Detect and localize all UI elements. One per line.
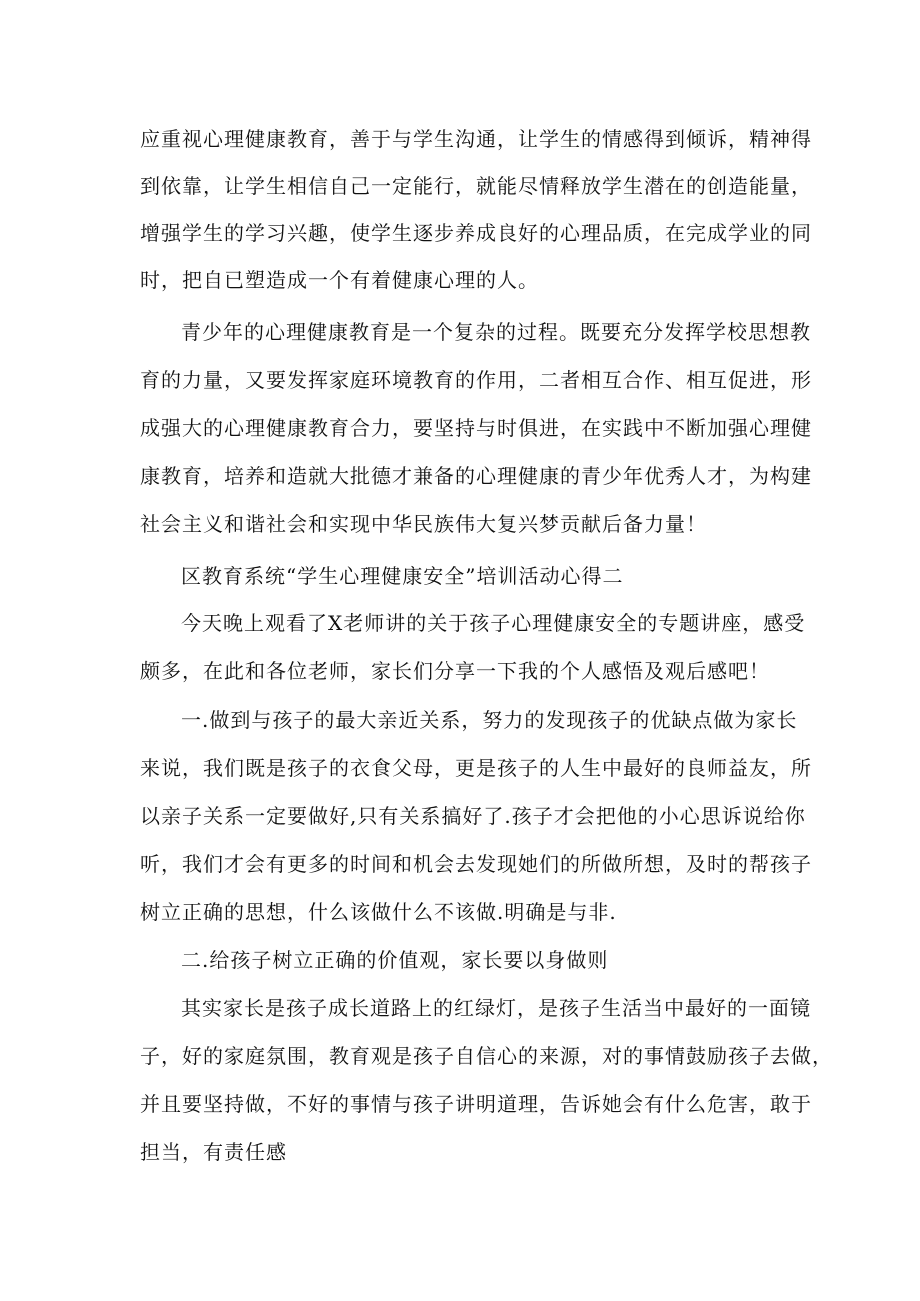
paragraph-1-line-2: 到依靠，让学生相信自己一定能行，就能尽情释放学生潜在的创造能量， [140, 174, 812, 198]
section-heading: 区教育系统“学生心理健康安全”培训活动心得二 [181, 564, 624, 588]
paragraph-2-line-1: 青少年的心理健康教育是一个复杂的过程。既要充分发挥学校思想教 [181, 320, 811, 344]
paragraph-5-line-3: 以亲子关系一定要做好,只有关系搞好了.孩子才会把他的小心思诉说给你 [140, 804, 806, 828]
paragraph-7-line-4: 担当，有责任感 [140, 1140, 287, 1164]
paragraph-4-line-1: 今天晚上观看了X老师讲的关于孩子心理健康安全的专题讲座，感受 [181, 611, 806, 635]
paragraph-1-line-4: 时，把自已塑造成一个有着健康心理的人。 [140, 268, 539, 292]
paragraph-5-line-5: 树立正确的思想，什么该做什么不该做.明确是与非. [140, 900, 617, 924]
paragraph-2-line-2: 育的力量，又要发挥家庭环境教育的作用，二者相互合作、相互促进，形 [140, 368, 812, 392]
paragraph-7-line-3: 并且要坚持做，不好的事情与孩子讲明道理，告诉她会有什么危害，敢于 [140, 1092, 812, 1116]
paragraph-4-line-2: 颇多，在此和各位老师，家长们分享一下我的个人感悟及观后感吧！ [140, 659, 770, 683]
paragraph-7-line-2: 子，好的家庭氛围，教育观是孩子自信心的来源，对的事情鼓励孩子去做， [140, 1044, 833, 1068]
paragraph-5-line-4: 听，我们才会有更多的时间和机会去发现她们的所做所想，及时的帮孩子 [140, 852, 812, 876]
paragraph-1-line-3: 增强学生的学习兴趣，使学生逐步养成良好的心理品质，在完成学业的同 [140, 221, 812, 245]
paragraph-2-line-4: 康教育，培养和造就大批德才兼备的心理健康的青少年优秀人才，为构建 [140, 464, 812, 488]
paragraph-2-line-5: 社会主义和谐社会和实现中华民族伟大复兴梦贡献后备力量！ [140, 512, 707, 536]
paragraph-7-line-1: 其实家长是孩子成长道路上的红绿灯，是孩子生活当中最好的一面镜 [181, 996, 811, 1020]
paragraph-2-line-3: 成强大的心理健康教育合力，要坚持与时俱进，在实践中不断加强心理健 [140, 416, 812, 440]
paragraph-5-line-1: 一.做到与孩子的最大亲近关系，努力的发现孩子的优缺点做为家长 [181, 708, 798, 732]
paragraph-1-line-1: 应重视心理健康教育，善于与学生沟通，让学生的情感得到倾诉，精神得 [140, 127, 812, 151]
section-subheading: 二.给孩子树立正确的价值观，家长要以身做则 [181, 948, 609, 972]
paragraph-5-line-2: 来说，我们既是孩子的衣食父母，更是孩子的人生中最好的良师益友，所 [140, 756, 812, 780]
